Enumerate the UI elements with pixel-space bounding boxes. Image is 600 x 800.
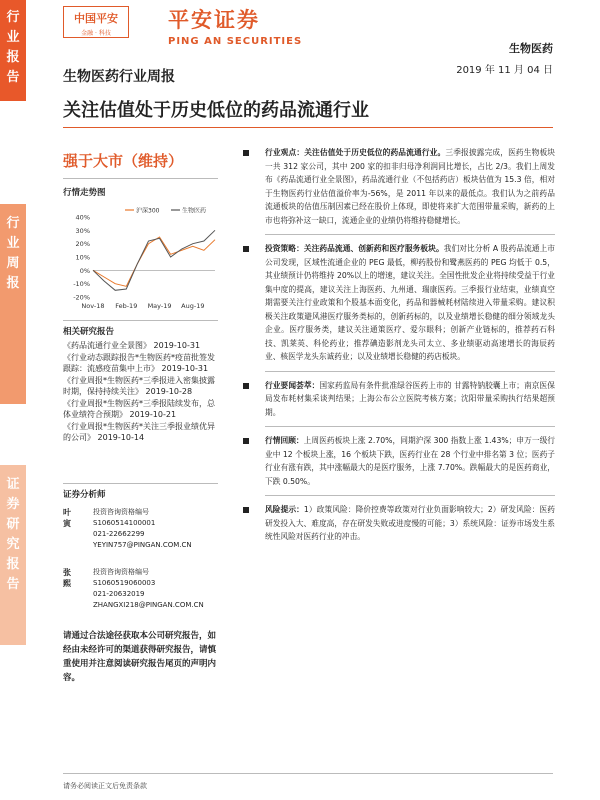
left-disclaimer: 请通过合法途径获取本公司研究报告，如经由未经许可的渠道获得研究报告，请慎重使用并注意阅读研究报告尾页的声明内容。 [63,631,217,683]
y-tick-label: -10% [73,280,90,289]
bullet-strategy [243,242,555,364]
side-tab-char: 行 [6,216,20,231]
side-tab-char: 究 [6,537,20,552]
divider [265,495,555,496]
bullet-head: 行情回顾： [265,436,304,445]
side-tab-char: 报 [6,557,20,572]
bullet-market-review [243,434,555,488]
y-tick-label: 10% [75,253,90,262]
page-title: 关注估值处于历史低位的药品流通行业 [63,100,369,121]
research-heading: 相关研究报告 [63,327,115,337]
bullet-body: 国家药监局有条件批准绿谷医药上市的 甘露特钠胶囊上市；南京医保局发布耗材集采谈判结果；上海公布公立医院考核方案；沈阳带量采购执行结果超预期。 [265,380,555,417]
research-item[interactable]: 《行业周报*生物医药*三季报进入密集披露时期，保持持续关注》 2019-10-28 [63,376,215,396]
bullet-news [243,379,555,420]
y-tick-label: 30% [75,226,90,235]
side-tab-char: 券 [6,497,20,512]
x-tick-label: Aug-19 [181,302,205,310]
brand-name-en: PING AN SECURITIES [168,36,303,47]
side-tab-securities-research [0,465,26,645]
research-item[interactable]: 《药品流通行业全景图》 2019-10-31 [63,341,201,350]
side-tab-char: 告 [6,577,20,592]
divider [265,234,555,235]
research-list [63,340,221,444]
x-tick-label: May-19 [147,302,172,310]
analyst-name: 张熙 [63,568,71,588]
logo-sub-text: 金融 · 科技 [81,30,111,37]
bullet-head: 投资策略：关注药品流通、创新药和医疗服务板块。 [265,244,444,253]
analyst-license-label: 投资咨询资格编号 [93,508,149,516]
side-tab-char: 报 [6,50,20,65]
report-date: 2019 年 11 月 04 日 [456,65,553,76]
divider [63,178,218,179]
report-type: 生物医药行业周报 [63,69,175,85]
market-trend-chart [63,205,220,320]
divider [63,483,218,484]
analyst-info [93,567,223,611]
bullet-risk [243,503,555,544]
research-item[interactable]: 《行业周报*生物医药*关注三季报业绩优异的公司》 2019-10-14 [63,422,215,442]
analyst-license-number: S1060519060003 [93,579,156,587]
ping-an-logo [63,6,129,38]
bullet-head: 行业观点：关注估值处于历史低位的药品流通行业。 [265,148,446,157]
bullet-industry-view [243,146,555,227]
side-tab-char: 研 [6,517,20,532]
analyst-phone: 021-22662299 [93,530,145,538]
analyst-license-label: 投资咨询资格编号 [93,568,149,576]
footer-divider [63,773,553,774]
side-tab-char: 告 [6,70,20,85]
divider [265,426,555,427]
side-tab-char: 业 [6,30,20,45]
trend-chart-svg [63,205,220,320]
analyst-phone: 021-20632019 [93,590,145,598]
analyst-license-number: S1060514100001 [93,519,156,527]
bullet-square-icon [243,507,249,513]
chart-heading: 行情走势图 [63,188,106,198]
research-item[interactable]: 《行业动态跟踪报告*生物医药*疫苗批签发跟踪：流感疫苗集中上市》 2019-10-31 [63,353,215,373]
bullet-body: 我们对比分析 A 股药品流通上市公司发现，区域性流通企业的 PEG 最低，柳药股份和鹭燕医药的 PEG 均低于 0.5，其业绩预计仍将维持 20%以上的增速，建议关注。全国性批发企业将持续受益于行业集中度的提高，建议关注上海医药、九州通、瑞康医药。三季报行业结束，业绩真空期需要关注行业政策和个股基本面变化，药品和器械耗材陆续进入带量采购。建议积极关注政策避风港医疗服务类标的，创新药标的，以及业绩增长稳健的细分领域龙头企业。医疗服务类，建议关注通策医疗、爱尔眼科；创新产业链标的，推荐药石科技、凯莱英、科伦药业；推荐碘造影剂龙头司太立、多业绩驱动高速增长的海辰药业、核医学龙头东诚药业；以及业绩增长稳健的药店板块。 [265,244,555,361]
brand-name-cn: 平安证券 [168,8,260,32]
key-points [243,146,555,544]
bullet-body: 三季报披露完成，医药生物板块一共 312 家公司，其中 200 家的扣非归母净利润同比增长，占比 2/3。我们上周发布《药品流通行业全景图》，药品流通行业（不包括药店）板块估值为 15.3 倍，相对于生物医药行业估值溢价率为-56%，是 2011 年以来的最低点。我们认为之前药品流通板块的估值压制因素已经在股价上体现，即使将来扩大范围带量采购，新药的上市也将弥补这一缺口，流通企业的业绩仍将维持稳健增长。 [265,148,555,225]
sector-label: 生物医药 [509,42,553,55]
analyst-name: 叶寅 [63,508,71,528]
research-item[interactable]: 《行业周报*生物医药*三季报陆续发布，总体业绩符合预期》 2019-10-21 [63,399,215,419]
side-tab-char: 证 [6,477,20,492]
x-tick-label: Nov-18 [81,302,105,310]
analyst-info [93,507,223,551]
y-tick-label: 40% [75,213,90,222]
side-tab-weekly [0,204,26,404]
y-tick-label: -20% [73,293,90,302]
legend-label: 生物医药 [182,207,207,215]
divider [265,371,555,372]
side-tab-industry-report [0,0,26,101]
analyst-email[interactable]: ZHANGXI218@PINGAN.COM.CN [93,601,204,609]
y-tick-label: 0% [79,266,90,275]
side-tab-char: 行 [6,10,20,25]
bullet-body: 上周医药板块上涨 2.70%，同期沪深 300 指数上涨 1.43%；申万一级行业中 12 个板块上涨，16 个板块下跌，医药行业在 28 个行业中排名第 3 位；医药子行业有涨有跌，其中涨幅最大的是医疗服务，上涨 7.70%。跌幅最大的是医药商业，下跌 0.50%。 [265,436,555,486]
bullet-square-icon [243,438,249,444]
brand-logo [168,4,302,47]
bullet-square-icon [243,150,249,156]
bullet-head: 风险提示： [265,505,304,514]
header-divider [63,127,553,128]
series-line [93,237,215,286]
analyst-email[interactable]: YEYIN757@PINGAN.COM.CN [93,541,192,549]
divider [63,320,218,321]
side-tab-char: 周 [6,256,20,271]
x-tick-label: Feb-19 [115,302,138,310]
bullet-square-icon [243,246,249,252]
rating-label: 强于大市（维持） [63,152,184,170]
legend-label: 沪深300 [136,207,160,215]
y-tick-label: 20% [75,240,90,249]
side-tab-char: 报 [6,276,20,291]
side-tab-char: 业 [6,236,20,251]
bullet-body: 1）政策风险：降价控费等政策对行业负面影响较大；2）研发风险：医药研发投入大、难度高，存在研发失败或进度慢的可能；3）系统风险：证券市场发生系统性风险对医药行业的冲击。 [265,505,555,541]
logo-main-text: 中国平安 [74,12,118,25]
bullet-square-icon [243,383,249,389]
analysts-heading: 证券分析师 [63,490,106,500]
footer-note: 请务必阅读正文后免责条款 [63,782,147,790]
bullet-head: 行业要闻荟萃： [265,380,320,390]
